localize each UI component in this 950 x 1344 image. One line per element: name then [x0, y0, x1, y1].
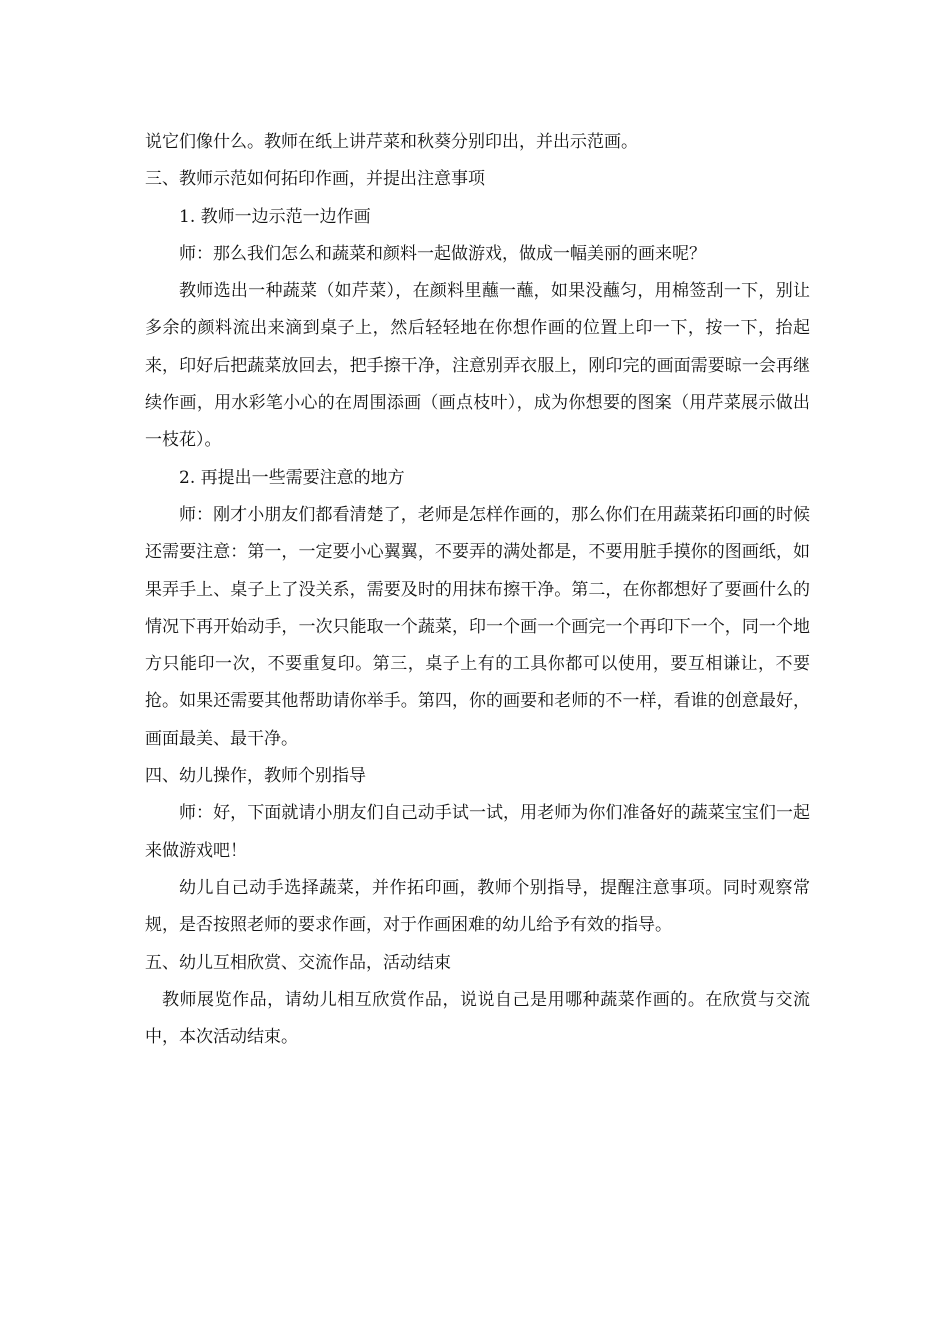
paragraph: 教师选出一种蔬菜（如芹菜），在颜料里蘸一蘸，如果没蘸匀，用棉签刮一下，别让多余的颜料流出来滴到桌子上，然后轻轻地在你想作画的位置上印一下，按一下，抬起来，印好后把蔬菜放回去，把手擦干净，注意别弄衣服上，刚印完的画面需要晾一会再继续作画，用水彩笔小心的在周围添画（画点枝叶），成为你想要的图案（用芹菜展示做出一枝花）。 — [145, 281, 810, 451]
paragraph: 幼儿自己动手选择蔬菜，并作拓印画，教师个别指导，提醒注意事项。同时观察常规，是否按照老师的要求作画，对于作画困难的幼儿给予有效的指导。 — [145, 877, 810, 936]
paragraph: 师：那么我们怎么和蔬菜和颜料一起做游戏，做成一幅美丽的画来呢？ — [179, 243, 706, 264]
paragraph: 师：刚才小朋友们都看清楚了，老师是怎样作画的，那么你们在用蔬菜拓印画的时候还需要注意：第一，一定要小心翼翼，不要弄的满处都是，不要用脏手摸你的图画纸，如果弄手上、桌子上了没关系，需要及时的用抹布擦干净。第二，在你都想好了要画什么的情况下再开始动手，一次只能取一个蔬菜，印一个画一个画完一个再印下一个，同一个地方只能印一次，不要重复印。第三，桌子上有的工具你都可以使用，要互相谦让，不要抢。如果还需要其他帮助请你举手。第四，你的画要和老师的不一样，看谁的创意最好，画面最美、最干净。 — [145, 504, 810, 749]
subsection-heading: 1. 教师一边示范一边作画 — [179, 206, 371, 227]
section-heading: 三、教师示范如何拓印作画，并提出注意事项 — [145, 169, 485, 190]
section-heading: 四、幼儿操作，教师个别指导 — [145, 766, 366, 787]
paragraph: 教师展览作品，请幼儿相互欣赏作品，说说自己是用哪种蔬菜作画的。在欣赏与交流中，本次活动结束。 — [145, 989, 810, 1048]
document-body — [145, 124, 810, 1056]
subsection-heading: 2. 再提出一些需要注意的地方 — [179, 467, 405, 488]
paragraph: 说它们像什么。教师在纸上讲芹菜和秋葵分别印出，并出示范画。 — [145, 132, 638, 152]
section-heading: 五、幼儿互相欣赏、交流作品，活动结束 — [145, 952, 451, 973]
paragraph: 师：好，下面就请小朋友们自己动手试一试，用老师为你们准备好的蔬菜宝宝们一起来做游戏吧！ — [145, 803, 810, 861]
